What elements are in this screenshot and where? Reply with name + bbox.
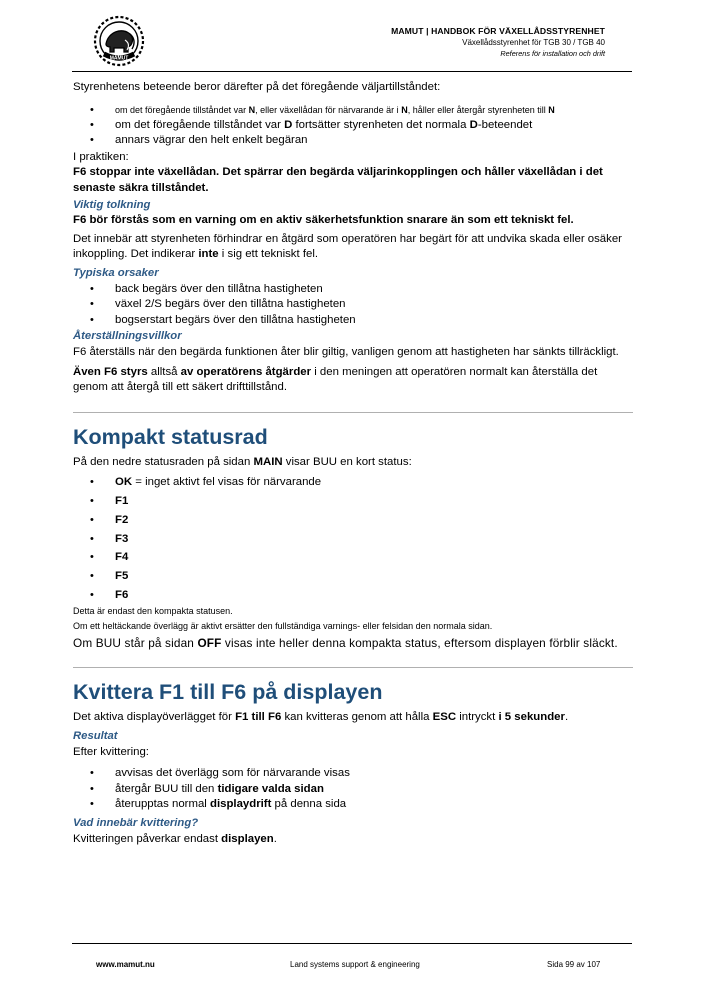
list-item: • avvisas det överlägg som för närvarande visas bbox=[73, 766, 633, 782]
list-item: • växel 2/S begärs över den tillåtna hastigheten bbox=[73, 297, 633, 313]
list-item: • F3 bbox=[73, 530, 633, 549]
section-divider bbox=[73, 667, 633, 668]
compact-note-2: Om ett heltäckande överlägg är aktivt ersätter den fullständiga varnings- eller felsidan den normala sidan. bbox=[73, 620, 493, 631]
footer-website: www.mamut.nu bbox=[96, 960, 155, 969]
svg-text:MAMUT: MAMUT bbox=[109, 55, 129, 62]
page-content bbox=[73, 80, 633, 847]
header-rule bbox=[72, 71, 632, 72]
header-subtitle-2: Referens för installation och drift bbox=[500, 49, 605, 58]
mamut-logo bbox=[92, 14, 146, 68]
selector-state-list bbox=[73, 102, 633, 149]
list-item: • återgår BUU till den tidigare valda sidan bbox=[73, 782, 633, 798]
list-item: • annars vägrar den helt enkelt begäran bbox=[73, 133, 633, 149]
vad-innebar-heading: Vad innebär kvittering? bbox=[73, 817, 199, 830]
result-list bbox=[73, 766, 633, 813]
header-title: MAMUT | HANDBOK FÖR VÄXELLÅDSSTYRENHET bbox=[391, 26, 605, 36]
footer-page-number: Sida 99 av 107 bbox=[547, 960, 601, 969]
off-page-note: Om BUU står på sidan OFF visas inte heller denna kompakta status, eftersom displayen förblir släckt. bbox=[73, 635, 618, 650]
list-item: • om det föregående tillståndet var D fortsätter styrenheten det normala D-beteendet bbox=[73, 118, 633, 134]
section-heading-kompakt: Kompakt statusrad bbox=[73, 424, 268, 449]
vad-innebar-paragraph: Kvitteringen påverkar endast displayen. bbox=[73, 832, 277, 845]
list-item: • F6 bbox=[73, 586, 633, 605]
list-item: • F2 bbox=[73, 511, 633, 530]
praktiken-label: I praktiken: bbox=[73, 150, 129, 163]
status-intro: På den nedre statusraden på sidan MAIN visar BUU en kort status: bbox=[73, 455, 412, 468]
viktig-tolkning-statement: F6 bör förstås som en varning om en aktiv säkerhetsfunktion snarare än som ett tekniskt fel. bbox=[73, 214, 574, 227]
aterstallning-paragraph: F6 återställs när den begärda funktionen åter blir giltig, vanligen genom att hastigheten har sänkts tillräckligt. bbox=[73, 345, 619, 358]
resultat-heading: Resultat bbox=[73, 730, 118, 743]
praktiken-statement: F6 stoppar inte växellådan. Det spärrar den begärda väljarinkopplingen och håller växellådan i det senaste säkra tillståndet. bbox=[73, 166, 603, 194]
kvittera-intro: Det aktiva displayöverlägget för F1 till F6 kan kvitteras genom att hålla ESC intryckt i 5 sekunder. bbox=[73, 711, 569, 724]
viktig-tolkning-heading: Viktig tolkning bbox=[73, 198, 151, 211]
section-divider bbox=[73, 412, 633, 413]
list-item: • bogserstart begärs över den tillåtna hastigheten bbox=[73, 313, 633, 329]
intro-paragraph: Styrenhetens beteende beror därefter på det föregående väljartillståndet: bbox=[73, 81, 441, 93]
typiska-orsaker-heading: Typiska orsaker bbox=[73, 266, 159, 279]
list-item: • back begärs över den tillåtna hastigheten bbox=[73, 282, 633, 298]
list-item: • F4 bbox=[73, 548, 633, 567]
viktig-tolkning-paragraph: Det innebär att styrenheten förhindrar en åtgärd som operatören har begärt för att undvika skada eller osäker inkoppling. Det indikerar inte i sig ett tekniskt fel. bbox=[73, 232, 622, 261]
list-item: • om det föregående tillståndet var N, eller växellådan för närvarande är i N, håller eller återgår styrenheten till N bbox=[73, 102, 633, 118]
list-item: • F1 bbox=[73, 492, 633, 511]
page-header bbox=[391, 26, 605, 58]
footer-company: Land systems support & engineering bbox=[290, 960, 420, 969]
list-item: • OK = inget aktivt fel visas för närvarande bbox=[73, 473, 633, 492]
efter-kvittering-label: Efter kvittering: bbox=[73, 745, 149, 758]
section-heading-kvittera: Kvittera F1 till F6 på displayen bbox=[73, 680, 383, 705]
footer-rule bbox=[72, 943, 632, 944]
compact-note-1: Detta är endast den kompakta statusen. bbox=[73, 605, 233, 616]
aterstallning-heading: Återställningsvillkor bbox=[73, 330, 182, 343]
list-item: • F5 bbox=[73, 567, 633, 586]
causes-list bbox=[73, 282, 633, 329]
header-subtitle: Växellådsstyrenhet för TGB 30 / TGB 40 bbox=[462, 38, 605, 47]
list-item: • återupptas normal displaydrift på denna sida bbox=[73, 797, 633, 813]
aterstallning-paragraph-2: Även F6 styrs alltså av operatörens åtgärder i den meningen att operatören normalt kan återställa det genom att återgå till ett säkert drifttillstånd. bbox=[73, 365, 598, 394]
status-codes-list bbox=[73, 473, 633, 605]
